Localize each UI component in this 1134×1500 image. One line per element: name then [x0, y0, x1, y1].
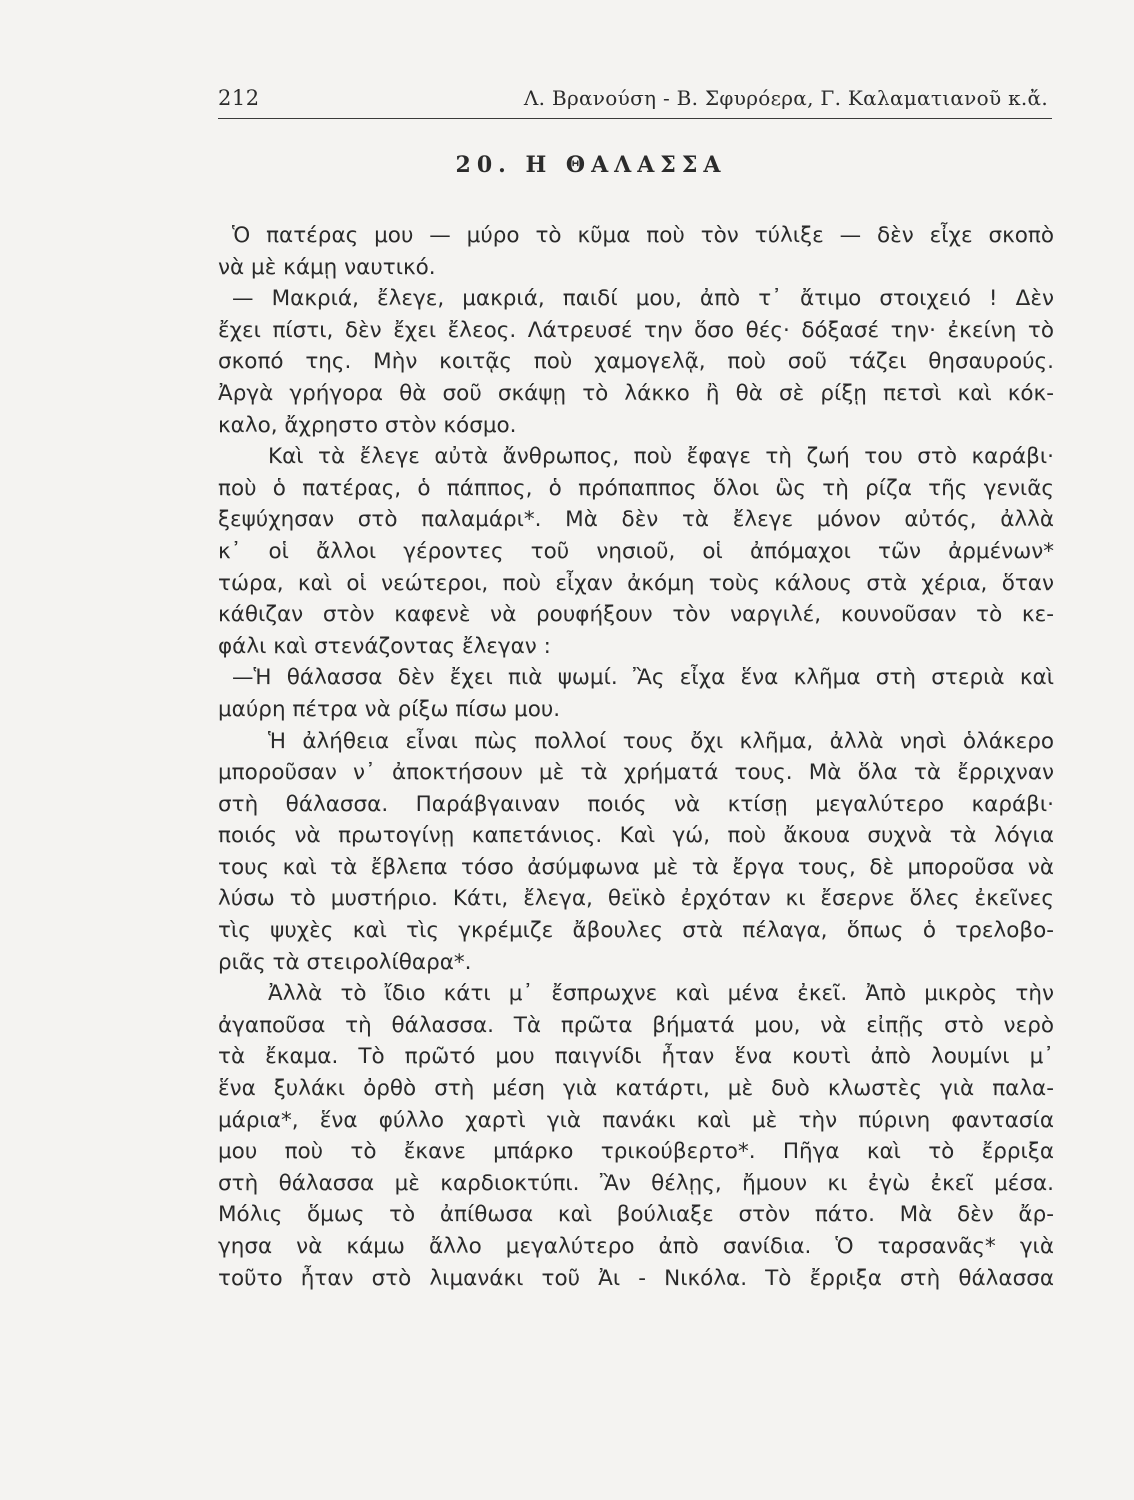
text-line: Καὶ τὰ ἔλεγε αὐτὰ ἄνθρωπος, ποὺ ἔφαγε τὴ ζωή του στὸ καράβι·: [268, 444, 1054, 470]
text-line: τὰ ἔκαμα. Τὸ πρῶτό μου παιγνίδι ἦταν ἕνα κουτὶ ἀπὸ λουμίνι μ᾿: [218, 1044, 1054, 1070]
text-line: ξεψύχησαν στὸ παλαμάρι*. Μὰ δὲν τὰ ἔλεγε μόνον αὐτός, ἀλλὰ: [218, 507, 1054, 533]
text-line: λύσω τὸ μυστήριο. Κάτι, ἔλεγα, θεϊκὸ ἐρχόταν κι ἔσερνε ὅλες ἐκεῖνες: [218, 886, 1054, 912]
text-line: τοῦτο ἦταν στὸ λιμανάκι τοῦ Ἀι - Νικόλα. Τὸ ἔρριξα στὴ θάλασσα: [218, 1265, 1054, 1291]
text-line: ριᾶς τὰ στειρολίθαρα*.: [218, 949, 472, 975]
running-header: [218, 82, 1052, 119]
text-line: τὶς ψυχὲς καὶ τὶς γκρέμιζε ἄβουλες στὰ πέλαγα, ὅπως ὁ τρελοβο-: [218, 918, 1054, 944]
body-text: [218, 220, 1054, 1294]
page-number: 212: [218, 86, 260, 110]
paragraph-3: [218, 441, 1054, 662]
text-line: — Μακριά, ἔλεγε, μακριά, παιδί μου, ἀπὸ τ᾿ ἄτιμο στοιχειό ! Δὲν: [232, 286, 1054, 312]
text-line: τους καὶ τὰ ἔβλεπα τόσο ἀσύμφωνα μὲ τὰ ἔργα τους, δὲ μποροῦσα νὰ: [218, 854, 1054, 880]
text-line: ἕνα ξυλάκι ὀρθὸ στὴ μέση γιὰ κατάρτι, μὲ δυὸ κλωστὲς γιὰ παλα-: [218, 1076, 1054, 1102]
text-line: Ἡ ἀλήθεια εἶναι πὼς πολλοί τους ὄχι κλῆμα, ἀλλὰ νησὶ ὁλάκερο: [268, 728, 1054, 754]
text-line: ποιός νὰ πρωτογίνῃ καπετάνιος. Καὶ γώ, ποὺ ἄκουα συχνὰ τὰ λόγια: [218, 823, 1054, 849]
text-line: φάλι καὶ στενάζοντας ἔλεγαν :: [218, 633, 551, 659]
text-line: μου ποὺ τὸ ἔκανε μπάρκο τρικούβερτο*. Πῆγα καὶ τὸ ἔρριξα: [218, 1139, 1054, 1165]
text-line: Ὁ πατέρας μου — μύρο τὸ κῦμα ποὺ τὸν τύλιξε — δὲν εἶχε σκοπὸ: [232, 223, 1054, 248]
text-line: νὰ μὲ κάμῃ ναυτικό.: [218, 254, 436, 280]
text-line: Ἀργὰ γρήγορα θὰ σοῦ σκάψῃ τὸ λάκκο ἢ θὰ σὲ ρίξῃ πετσὶ καὶ κόκ-: [218, 380, 1054, 406]
paragraph-2: [218, 283, 1054, 441]
text-line: στὴ θάλασσα μὲ καρδιοκτύπι. Ἂν θέλῃς, ἤμουν κι ἐγὼ ἐκεῖ μέσα.: [218, 1170, 1054, 1196]
text-line: μποροῦσαν ν᾿ ἀποκτήσουν μὲ τὰ χρήματά τους. Μὰ ὅλα τὰ ἔρριχναν: [218, 760, 1054, 786]
text-line: ἀγαποῦσα τὴ θάλασσα. Τὰ πρῶτα βήματά μου, νὰ εἰπῇς στὸ νερὸ: [218, 1012, 1054, 1038]
text-line: τώρα, καὶ οἱ νεώτεροι, ποὺ εἶχαν ἀκόμη τοὺς κάλους στὰ χέρια, ὅταν: [218, 570, 1054, 596]
paragraph-5: [218, 726, 1054, 979]
text-line: κ᾿ οἱ ἄλλοι γέροντες τοῦ νησιοῦ, οἱ ἀπόμαχοι τῶν ἀρμένων*: [218, 538, 1054, 564]
text-line: Μόλις ὅμως τὸ ἀπίθωσα καὶ βούλιαξε στὸν πάτο. Μὰ δὲν ἄρ-: [218, 1202, 1054, 1228]
paragraph-4: [218, 662, 1054, 725]
text-line: κάθιζαν στὸν καφενὲ νὰ ρουφήξουν τὸν ναργιλέ, κουνοῦσαν τὸ κε-: [218, 602, 1054, 628]
text-line: σκοπό της. Μὴν κοιτᾷς ποὺ χαμογελᾷ, ποὺ σοῦ τάζει θησαυρούς.: [218, 349, 1054, 375]
text-line: Ἀλλὰ τὸ ἴδιο κάτι μ᾿ ἔσπρωχνε καὶ μένα ἐκεῖ. Ἀπὸ μικρὸς τὴν: [268, 981, 1054, 1007]
text-line: καλο, ἄχρηστο στὸν κόσμο.: [218, 412, 517, 438]
text-line: μάρια*, ἕνα φύλλο χαρτὶ γιὰ πανάκι καὶ μὲ τὴν πύρινη φαντασία: [218, 1107, 1054, 1133]
text-line: —Ἡ θάλασσα δὲν ἔχει πιὰ ψωμί. Ἂς εἶχα ἕνα κλῆμα στὴ στεριὰ καὶ: [232, 665, 1054, 691]
text-line: ἔχει πίστι, δὲν ἔχει ἔλεος. Λάτρευσέ την ὅσο θές· δόξασέ την· ἐκείνη τὸ: [218, 317, 1054, 343]
text-line: στὴ θάλασσα. Παράβγαιναν ποιός νὰ κτίσῃ μεγαλύτερο καράβι·: [218, 791, 1054, 817]
running-title: Λ. Βρανούση - Β. Σφυρόερα, Γ. Καλαματιανοῦ κ.ἄ.: [523, 86, 1048, 110]
text-line: ποὺ ὁ πατέρας, ὁ πάππος, ὁ πρόπαππος ὅλοι ὣς τὴ ρίζα τῆς γενιᾶς: [218, 475, 1054, 501]
paragraph-6: [218, 978, 1054, 1294]
paragraph-1: [218, 220, 1054, 283]
text-line: γησα νὰ κάμω ἄλλο μεγαλύτερο ἀπὸ σανίδια. Ὁ ταρσανᾶς* γιὰ: [218, 1234, 1054, 1259]
chapter-title: 20. Η ΘΑΛΑΣΣΑ: [455, 152, 727, 178]
text-line: μαύρη πέτρα νὰ ρίξω πίσω μου.: [218, 696, 561, 722]
